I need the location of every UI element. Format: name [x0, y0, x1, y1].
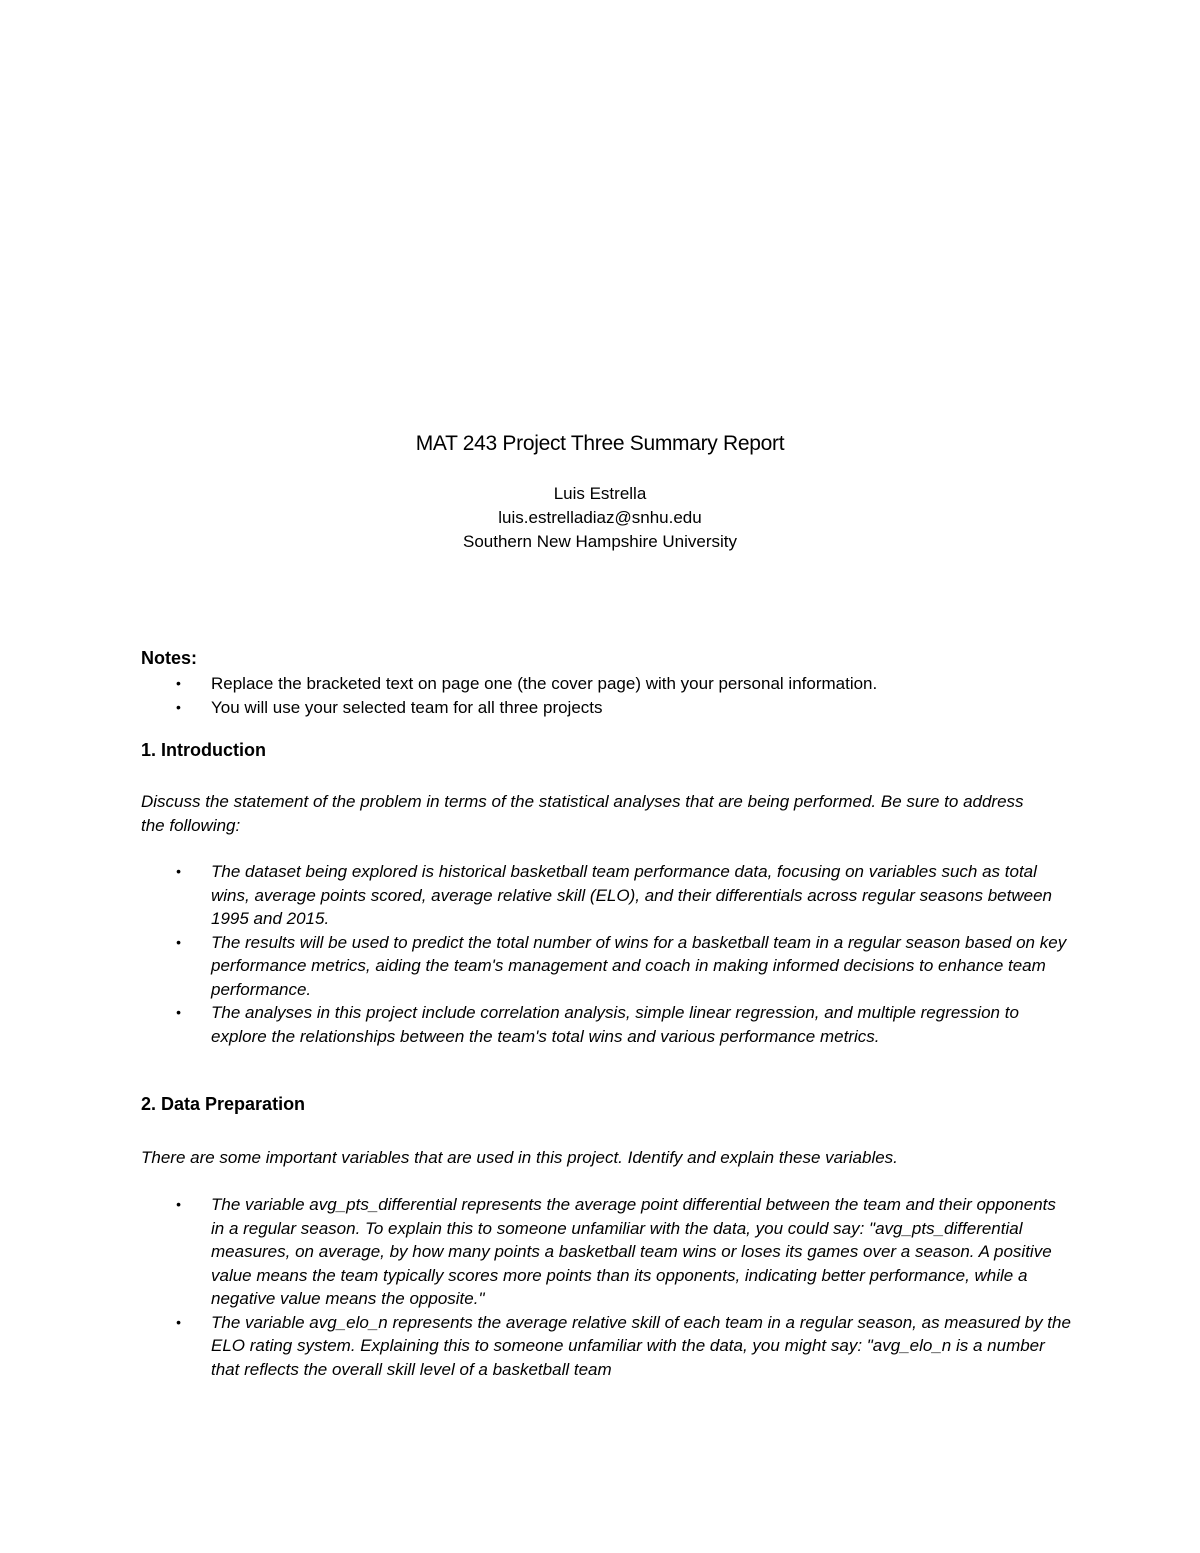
- section-heading-data-preparation: 2. Data Preparation: [141, 1094, 306, 1114]
- list-item: [141, 1193, 1071, 1311]
- author-name: Luis Estrella: [553, 484, 647, 503]
- list-item: [141, 672, 1071, 696]
- data-preparation-list: [141, 1193, 1071, 1381]
- data-preparation-prompt: There are some important variables that are used in this project. Identify and explain these variables.: [141, 1148, 898, 1167]
- list-item: [141, 696, 1071, 720]
- list-item-text: The results will be used to predict the total number of wins for a basketball team in a regular season based on key performance metrics, aiding the team's management and coach in making informed decisions to enhance team performance.: [211, 932, 1067, 999]
- list-item-text: The analyses in this project include correlation analysis, simple linear regression, and multiple regression to explore the relationships between the team's total wins and various performance metrics.: [211, 1003, 1019, 1046]
- introduction-prompt: Discuss the statement of the problem in terms of the statistical analyses that are being performed. Be sure to address the following:: [141, 792, 1024, 835]
- author-block: [0, 482, 1200, 554]
- author-email: luis.estrelladiaz@snhu.edu: [498, 508, 702, 527]
- list-item: [141, 931, 1071, 1002]
- bullet-icon: •: [176, 1313, 181, 1330]
- bullet-icon: •: [176, 1196, 181, 1212]
- bullet-icon: •: [176, 675, 181, 691]
- notes-heading: Notes:: [141, 648, 198, 668]
- bullet-icon: •: [176, 1004, 181, 1020]
- introduction-list: [141, 860, 1071, 1048]
- document-title: MAT 243 Project Three Summary Report: [415, 432, 785, 455]
- section-heading-introduction: 1. Introduction: [141, 740, 266, 760]
- list-item-text: You will use your selected team for all three projects: [211, 697, 603, 717]
- list-item: [141, 1001, 1071, 1048]
- list-item-text: Replace the bracketed text on page one (the cover page) with your personal information.: [211, 674, 878, 693]
- bullet-icon: •: [176, 698, 181, 715]
- list-item: [141, 860, 1071, 931]
- list-item-text: The variable avg_elo_n represents the average relative skill of each team in a regular season, as measured by the ELO rating system. Explaining this to someone unfamiliar with the data, you might say: "avg_elo_n is a number that reflects the overall skill level of a basketball team: [211, 1312, 1071, 1379]
- bullet-icon: •: [176, 863, 181, 879]
- author-institution: Southern New Hampshire University: [463, 532, 737, 551]
- list-item: [141, 1311, 1071, 1382]
- bullet-icon: •: [176, 933, 181, 950]
- list-item-text: The variable avg_pts_differential represents the average point differential between the team and their opponents in a regular season. To explain this to someone unfamiliar with the data, you could say: "avg_pts_differential measures, on average, by how many points a basketball team wins or loses its games over a season. A positive value means the team typically scores more points than its opponents, indicating better performance, while a negative value means the opposite.": [211, 1195, 1056, 1308]
- list-item-text: The dataset being explored is historical basketball team performance data, focusing on variables such as total wins, average points scored, average relative skill (ELO), and their differentials across regular seasons between 1995 and 2015.: [211, 862, 1052, 928]
- notes-list: [141, 672, 1071, 719]
